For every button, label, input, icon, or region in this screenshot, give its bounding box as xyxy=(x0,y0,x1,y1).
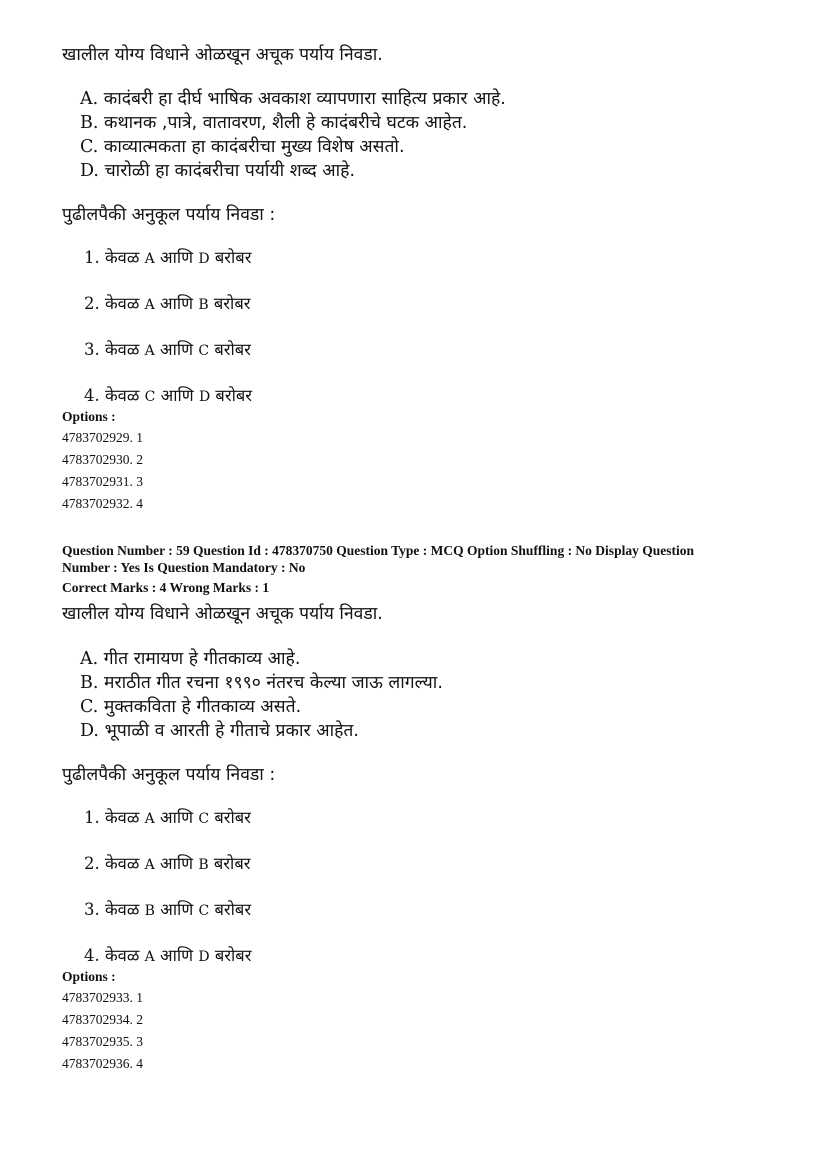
question-59-choice-2: 2. केवळ A आणि B बरोबर xyxy=(84,854,251,873)
question-58-instruction: पुढीलपैकी अनुकूल पर्याय निवडा : xyxy=(62,205,276,225)
question-58-choice-2: 2. केवळ A आणि B बरोबर xyxy=(84,294,251,313)
question-59-choice-1: 1. केवळ A आणि C बरोबर xyxy=(84,808,251,827)
question-59-option-id-2: 4783702934. 2 xyxy=(62,1012,143,1027)
question-58-options-label: Options : xyxy=(62,409,116,424)
question-58-choice-1: 1. केवळ A आणि D बरोबर xyxy=(84,248,252,267)
question-58-option-id-2: 4783702930. 2 xyxy=(62,452,143,467)
question-59-options-label: Options : xyxy=(62,969,116,984)
question-59-statement-d: D. भूपाळी व आरती हे गीताचे प्रकार आहेत. xyxy=(80,721,359,741)
question-59-choice-4: 4. केवळ A आणि D बरोबर xyxy=(84,946,252,965)
question-58-option-id-3: 4783702931. 3 xyxy=(62,474,143,489)
question-59-statement-c: C. मुक्तकविता हे गीतकाव्य असते. xyxy=(80,697,302,717)
question-58-prompt: खालील योग्य विधाने ओळखून अचूक पर्याय निवडा. xyxy=(62,45,383,65)
question-59-option-id-4: 4783702936. 4 xyxy=(62,1056,143,1071)
question-58-choice-3: 3. केवळ A आणि C बरोबर xyxy=(84,340,251,359)
question-59-instruction: पुढीलपैकी अनुकूल पर्याय निवडा : xyxy=(62,765,276,785)
question-58-statement-a: A. कादंबरी हा दीर्घ भाषिक अवकाश व्यापणारा साहित्य प्रकार आहे. xyxy=(80,89,506,109)
question-58-statement-d: D. चारोळी हा कादंबरीचा पर्यायी शब्द आहे. xyxy=(80,161,356,181)
question-59-option-id-3: 4783702935. 3 xyxy=(62,1034,143,1049)
question-59-statement-b: B. मराठीत गीत रचना १९९० नंतरच केल्या जाऊ लागल्या. xyxy=(80,673,443,693)
question-58-choice-4: 4. केवळ C आणि D बरोबर xyxy=(84,386,253,405)
question-59-meta-line-2: Number : Yes Is Question Mandatory : No xyxy=(62,560,306,575)
question-58-option-id-4: 4783702932. 4 xyxy=(62,496,143,511)
question-58-statement-b: B. कथानक ,पात्रे, वातावरण, शैली हे कादंबरीचे घटक आहेत. xyxy=(80,113,468,133)
question-59-marks: Correct Marks : 4 Wrong Marks : 1 xyxy=(62,580,270,595)
question-58-option-id-1: 4783702929. 1 xyxy=(62,430,143,445)
question-59-meta-line-1: Question Number : 59 Question Id : 478370750 Question Type : MCQ Option Shuffling : No Display Question xyxy=(62,543,694,558)
question-59-option-id-1: 4783702933. 1 xyxy=(62,990,143,1005)
question-59-prompt: खालील योग्य विधाने ओळखून अचूक पर्याय निवडा. xyxy=(62,604,383,624)
question-59-choice-3: 3. केवळ B आणि C बरोबर xyxy=(84,900,252,919)
question-59-statement-a: A. गीत रामायण हे गीतकाव्य आहे. xyxy=(80,649,301,669)
question-58-statement-c: C. काव्यात्मकता हा कादंबरीचा मुख्य विशेष असतो. xyxy=(80,137,405,157)
